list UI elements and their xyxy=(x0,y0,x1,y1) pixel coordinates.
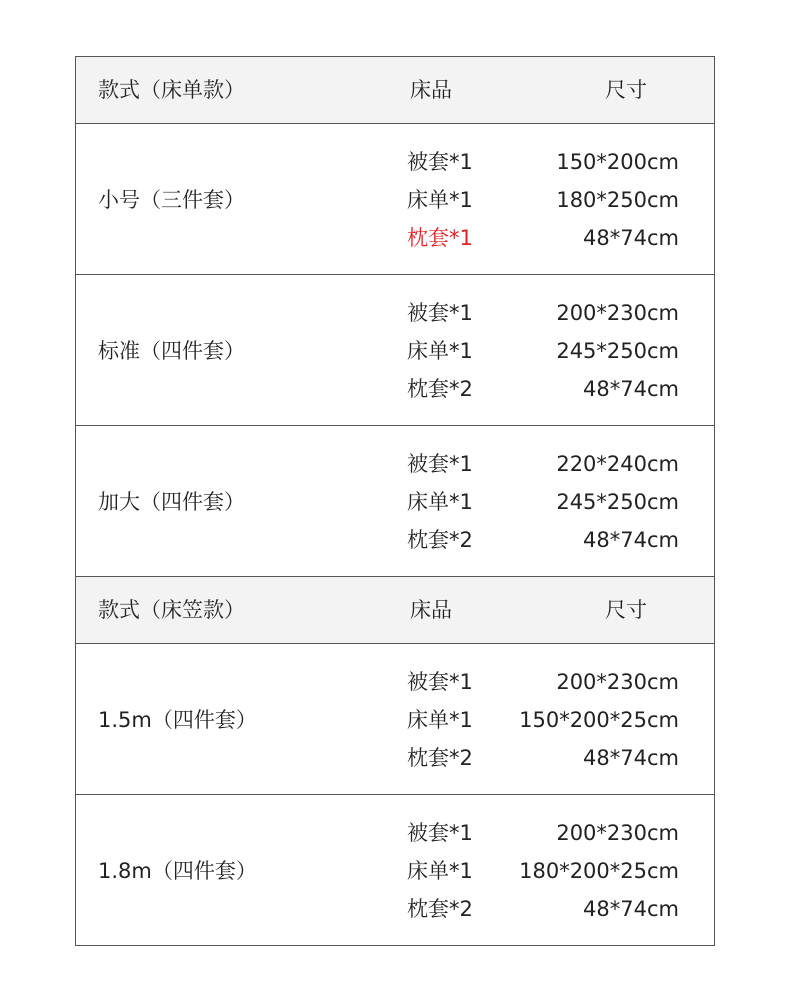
table-row-small xyxy=(76,124,714,275)
bedding-sizes xyxy=(556,450,679,564)
size-value: 48*74cm xyxy=(583,746,679,770)
size-value: 245*250cm xyxy=(556,490,679,514)
size-value: 48*74cm xyxy=(583,528,679,552)
size-value: 150*200cm xyxy=(556,150,679,174)
header-bedding: 床品 xyxy=(410,598,452,622)
table-row-standard xyxy=(76,275,714,426)
bedding-items xyxy=(407,148,473,262)
table-header-sheet xyxy=(76,57,714,124)
size-value: 150*200*25cm xyxy=(519,708,679,732)
bedding-items xyxy=(407,299,473,413)
size-value: 200*230cm xyxy=(556,821,679,845)
table-row-large xyxy=(76,426,714,577)
bedding-item: 被套*1 xyxy=(407,821,473,845)
header-size: 尺寸 xyxy=(605,598,647,622)
header-size: 尺寸 xyxy=(605,78,647,102)
size-value: 48*74cm xyxy=(583,897,679,921)
bedding-item: 被套*1 xyxy=(407,452,473,476)
table-header-fitted xyxy=(76,577,714,644)
header-bedding: 床品 xyxy=(410,78,452,102)
bedding-items xyxy=(407,819,473,933)
bedding-item: 床单*1 xyxy=(407,188,473,212)
bedding-sizes xyxy=(556,299,679,413)
bedding-item: 床单*1 xyxy=(407,859,473,883)
bedding-items xyxy=(407,450,473,564)
bedding-item: 枕套*2 xyxy=(407,528,473,552)
table-row-1-8m xyxy=(76,795,714,945)
bedding-item: 被套*1 xyxy=(407,670,473,694)
size-value: 220*240cm xyxy=(556,452,679,476)
header-style: 款式（床笠款） xyxy=(98,598,245,622)
bedding-item: 枕套*2 xyxy=(407,897,473,921)
bedding-items xyxy=(407,668,473,782)
bedding-item: 枕套*2 xyxy=(407,377,473,401)
style-name: 1.5m（四件套） xyxy=(98,708,257,732)
size-table xyxy=(75,56,715,946)
size-value: 200*230cm xyxy=(556,301,679,325)
bedding-sizes xyxy=(556,148,679,262)
bedding-item: 床单*1 xyxy=(407,339,473,363)
header-style: 款式（床单款） xyxy=(98,78,245,102)
size-value: 180*200*25cm xyxy=(519,859,679,883)
size-value: 245*250cm xyxy=(556,339,679,363)
size-value: 180*250cm xyxy=(556,188,679,212)
bedding-sizes xyxy=(519,819,679,933)
bedding-item-highlighted: 枕套*1 xyxy=(407,226,473,250)
size-value: 200*230cm xyxy=(556,670,679,694)
style-name: 1.8m（四件套） xyxy=(98,859,257,883)
bedding-item: 被套*1 xyxy=(407,150,473,174)
bedding-item: 床单*1 xyxy=(407,490,473,514)
bedding-item: 床单*1 xyxy=(407,708,473,732)
bedding-item: 被套*1 xyxy=(407,301,473,325)
size-value: 48*74cm xyxy=(583,377,679,401)
size-value: 48*74cm xyxy=(583,226,679,250)
table-row-1-5m xyxy=(76,644,714,795)
style-name: 小号（三件套） xyxy=(98,188,245,212)
bedding-sizes xyxy=(519,668,679,782)
style-name: 加大（四件套） xyxy=(98,490,245,514)
style-name: 标准（四件套） xyxy=(98,339,245,363)
bedding-item: 枕套*2 xyxy=(407,746,473,770)
